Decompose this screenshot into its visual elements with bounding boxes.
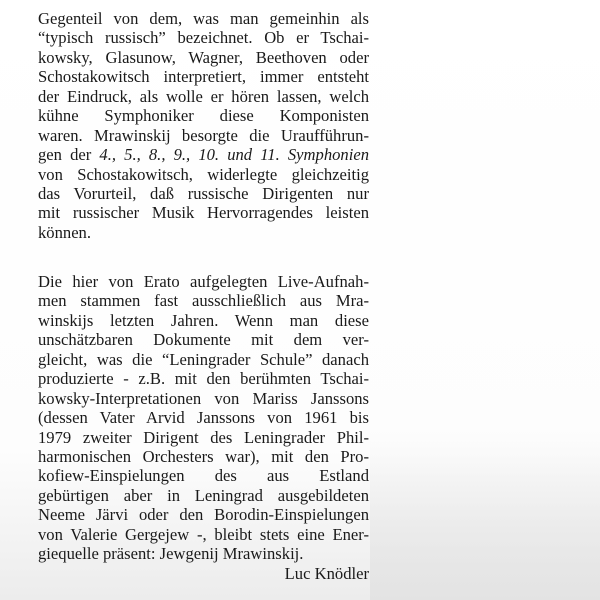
text-line: der Eindruck, als wolle er hören lassen, welch	[38, 86, 369, 106]
text-line: winskijs letzten Jahren. Wenn man diese	[38, 310, 369, 330]
text-line: das Vorurteil, daß russische Dirigenten nur	[38, 183, 369, 203]
text-line: Gegenteil von dem, was man gemeinhin als	[38, 9, 369, 28]
text-line: “typisch russisch” bezeichnet. Ob er Tschai-	[38, 28, 369, 48]
text-line: von Valerie Gergejew -, bleibt stets eine Ener-	[38, 524, 369, 544]
text-line: gleicht, was die “Leningrader Schule” danach	[38, 349, 369, 369]
text-line: kowsky-Interpretationen von Mariss Janssons	[38, 388, 369, 408]
text-line: 1979 zweiter Dirigent des Leningrader Phil-	[38, 427, 369, 447]
text-line: unschätzbaren Dokumente mit dem ver-	[38, 330, 369, 350]
text-line: harmonischen Orchesters war), mit den Pro-	[38, 446, 369, 466]
text-line: kowsky, Glasunow, Wagner, Beethoven oder	[38, 47, 369, 67]
text-line: Schostakowitsch interpretiert, immer entsteht	[38, 67, 369, 87]
paragraph-2	[38, 272, 369, 583]
text-line: kofiew-Einspielungen des aus Estland	[38, 466, 369, 486]
text-span: gen der	[38, 145, 100, 165]
paragraph-1	[38, 9, 369, 242]
author-signature: Luc Knödler	[284, 563, 369, 583]
text-line: waren. Mrawinskij besorgte die Uraufführun-	[38, 125, 369, 145]
page-shadow	[370, 430, 600, 600]
text-line: gebürtigen aber in Leningrad ausgebildeten	[38, 485, 369, 505]
text-line: können.	[38, 222, 91, 242]
text-line: von Schostakowitsch, widerlegte gleichzeitig	[38, 164, 369, 184]
text-line: Die hier von Erato aufgelegten Live-Aufnah-	[38, 272, 369, 291]
text-line: kühne Symphoniker diese Komponisten	[38, 106, 369, 126]
text-line-mixed	[38, 145, 369, 164]
italic-symphonies: 4., 5., 8., 9., 10. und 11. Symphonien	[99, 145, 369, 165]
text-line: produzierte - z.B. mit den berühmten Tschai-	[38, 369, 369, 389]
text-line: (dessen Vater Arvid Janssons von 1961 bis	[38, 408, 369, 428]
text-line: Neeme Järvi oder den Borodin-Einspielungen	[38, 505, 369, 525]
text-line: mit russischer Musik Hervorragendes leisten	[38, 203, 369, 223]
text-line: giequelle präsent: Jewgenij Mrawinskij.	[38, 544, 304, 564]
text-line: men stammen fast ausschließlich aus Mra-	[38, 291, 369, 311]
